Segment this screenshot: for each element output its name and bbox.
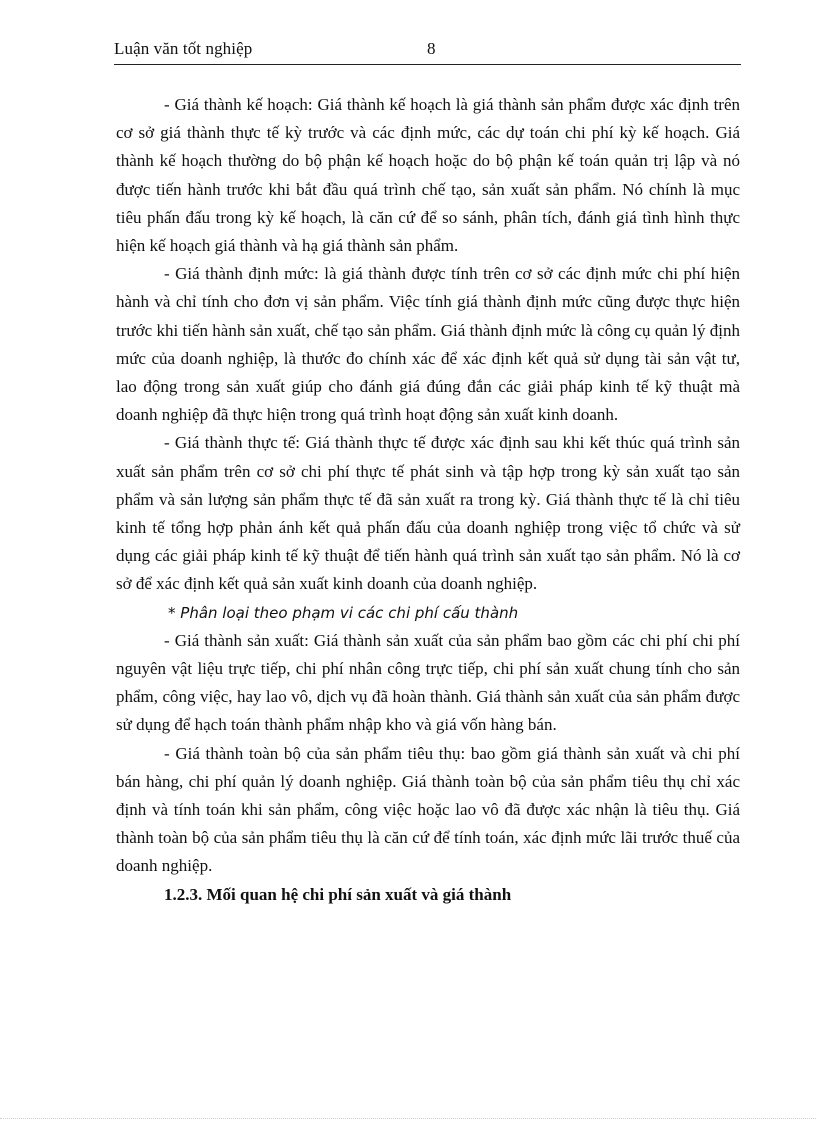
section-label: * Phân loại theo phạm vi các chi phí cấu thành [168, 603, 519, 622]
paragraph-ke-hoach: - Giá thành kế hoạch: Giá thành kế hoạch là giá thành sản phẩm được xác định trên cơ sở giá thành thực tế kỳ trước và các định mức, các dự toán chi phí kỳ kế hoạch. Giá thành kế hoạch thường do bộ phận kế hoạch hoặc do bộ phận kế toán quản trị lập và nó được tiến hành trước khi bắt đầu quá trình chế tạo, sản xuất sản phẩm. Nó chính là mục tiêu phấn đấu trong kỳ kế hoạch, là căn cứ để so sánh, phân tích, đánh giá tình hình thực hiện kế hoạch giá thành và hạ giá thành sản phẩm. [116, 95, 740, 256]
page-bottom-border [0, 1118, 816, 1119]
page-number: 8 [427, 39, 436, 58]
paragraph-thuc-te: - Giá thành thực tế: Giá thành thực tế được xác định sau khi kết thúc quá trình sản xuất sản phẩm trên cơ sở chi phí thực tế phát sinh và tập hợp trong kỳ sản xuất tạo sản phẩm và sản lượng sản phẩm thực tế đã sản xuất ra trong kỳ. Giá thành thực tế là chỉ tiêu kinh tế tổng hợp phản ánh kết quả phấn đấu của doanh nghiệp trong việc tổ chức và sử dụng các giải pháp kinh tế kỹ thuật để tiến hành quá trình sản xuất tạo sản phẩm. Nó là cơ sở để xác định kết quả sản xuất kinh doanh của doanh nghiệp. [116, 433, 740, 594]
paragraph-toan-bo: - Giá thành toàn bộ của sản phẩm tiêu thụ: bao gồm giá thành sản xuất và chi phí bán hàng, chi phí quản lý doanh nghiệp. Giá thành toàn bộ của sản phẩm tiêu thụ chỉ xác định và tính toán khi sản phẩm, công việc hoặc lao vô đã được xác nhận là tiêu thụ. Giá thành toàn bộ của sản phẩm tiêu thụ là căn cứ để tính toán, xác định mức lãi trước thuế của doanh nghiệp. [116, 743, 740, 876]
document-title: Luận văn tốt nghiệp [114, 39, 253, 58]
paragraph-san-xuat: - Giá thành sản xuất: Giá thành sản xuất của sản phẩm bao gồm các chi phí chi phí nguyên vật liệu trực tiếp, chi phí nhân công trực tiếp, chi phí sản xuất chung tính cho sản phẩm, công việc, hay lao vô, dịch vụ đã hoàn thành. Giá thành sản xuất của sản phẩm được sử dụng để hạch toán thành phẩm nhập kho và giá vốn hàng bán. [116, 630, 740, 735]
page-header [114, 38, 741, 65]
section-heading: 1.2.3. Mối quan hệ chi phí sản xuất và giá thành [164, 884, 512, 904]
paragraph-dinh-muc: - Giá thành định mức: là giá thành được tính trên cơ sở các định mức chi phí hiện hành và chỉ tính cho đơn vị sản phẩm. Việc tính giá thành định mức cũng được thực hiện trước khi tiến hành sản xuất, chế tạo sản phẩm. Giá thành định mức là công cụ quản lý định mức của doanh nghiệp, là thước đo chính xác để xác định kết quả sử dụng tài sản vật tư, lao động trong sản xuất giúp cho đánh giá đúng đắn các giải pháp kinh tế kỹ thuật mà doanh nghiệp đã thực hiện trong quá trình hoạt động sản xuất kinh doanh. [116, 264, 740, 425]
page-body [116, 91, 740, 909]
